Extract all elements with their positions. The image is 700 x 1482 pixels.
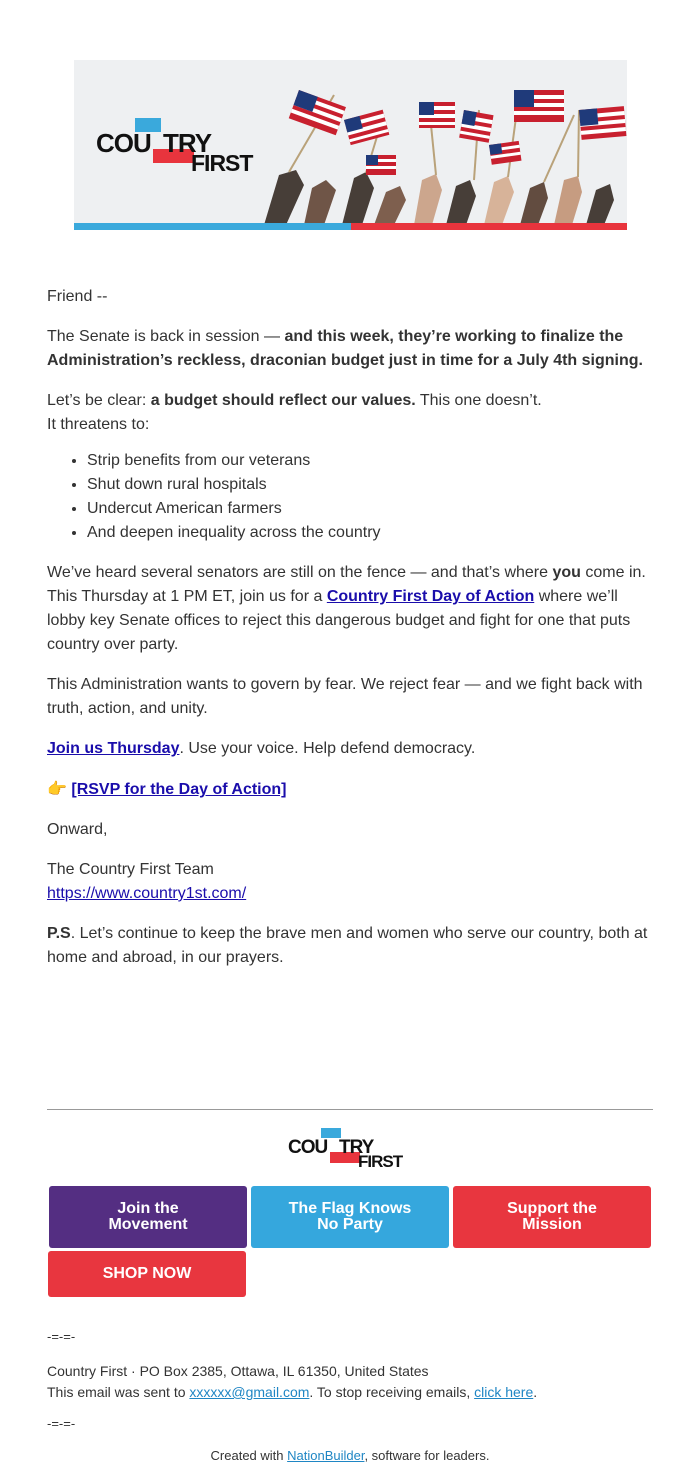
signature: The Country First Team https://www.country1st.com/ [47, 861, 247, 902]
flags [289, 90, 627, 175]
separator-top: -=-=- [47, 1329, 76, 1344]
list-item: • And deepen inequality across the country [87, 521, 657, 545]
recipient-email-link[interactable]: xxxxxx@gmail.com [189, 1384, 310, 1400]
footer-divider [47, 1109, 653, 1110]
greeting: Friend -- [47, 288, 108, 305]
list-item: • Undercut American farmers [87, 497, 657, 521]
paragraph-fear: This Administration wants to govern by fear. We reject fear — and we fight back with truth, action, and unity. [47, 676, 643, 717]
join-movement-button[interactable]: Join the Movement [49, 1186, 247, 1248]
raised-hands [264, 170, 614, 225]
threats-list [87, 449, 657, 545]
rsvp-link[interactable]: [RSVP for the Day of Action] [71, 781, 287, 798]
shop-now-button[interactable]: SHOP NOW [48, 1251, 246, 1297]
hero-stripe-red [351, 223, 627, 230]
footer-logo-word-2: FIRST [358, 1152, 403, 1169]
pointing-hand-icon: 👉 [47, 779, 67, 798]
logo-word-2: FIRST [191, 150, 253, 176]
paragraph-intro: The Senate is back in session — and this week, they’re working to finalize the Administration’s reckless, draconian budget just in time for a July 4th signing. [47, 328, 643, 369]
join-thursday-link[interactable]: Join us Thursday [47, 740, 180, 757]
credit-line: Created with NationBuilder, software for leaders. [210, 1448, 490, 1463]
website-link[interactable]: https://www.country1st.com/ [47, 885, 247, 902]
rsvp-line [47, 777, 657, 802]
unsubscribe-link[interactable]: click here [474, 1384, 534, 1400]
paragraph-call: We’ve heard several senators are still on the fence — and that’s where you come in. This Thursday at 1 PM ET, join us for a Country First Day of Action where we’ll lobby key Senate offices to reject this dangerous budget and fight for one that puts country over party. [47, 564, 646, 653]
flags-waving-hands-image [74, 60, 627, 230]
logo-word-1b: TRY [163, 128, 212, 158]
postscript: P.S. Let’s continue to keep the brave men and women who serve our country, both at home and abroad, in our prayers. [47, 925, 648, 966]
hero-logo [96, 118, 253, 176]
paragraph-values: Let’s be clear: a budget should reflect our values. This one doesn’t. It threatens to: [47, 392, 542, 433]
footer-address: Country First · PO Box 2385, Ottawa, IL 61350, United States This email was sent to xxxxxx@gmail.com. To stop receiving emails, click here. [47, 1363, 538, 1400]
list-item: • Strip benefits from our veterans [87, 449, 657, 473]
separator-bottom: -=-=- [47, 1416, 76, 1431]
logo-word-1a: COU [96, 128, 151, 158]
day-of-action-link[interactable]: Country First Day of Action [326, 588, 535, 605]
paragraph-join: Join us Thursday. Use your voice. Help defend democracy. [47, 740, 476, 757]
email-body [47, 285, 657, 986]
footer-logo[interactable] [287, 1127, 414, 1169]
list-item: • Shut down rural hospitals [87, 473, 657, 497]
nationbuilder-link[interactable]: NationBuilder [287, 1448, 365, 1463]
footer-logo-word-1b: TRY [339, 1137, 374, 1158]
hero-banner [74, 60, 627, 230]
signoff: Onward, [47, 821, 108, 838]
flag-knows-no-party-button[interactable]: The Flag Knows No Party [251, 1186, 449, 1248]
support-mission-button[interactable]: Support the Mission [453, 1186, 651, 1248]
hero-stripe-blue [74, 223, 351, 230]
footer-logo-word-1a: COU [288, 1137, 328, 1158]
